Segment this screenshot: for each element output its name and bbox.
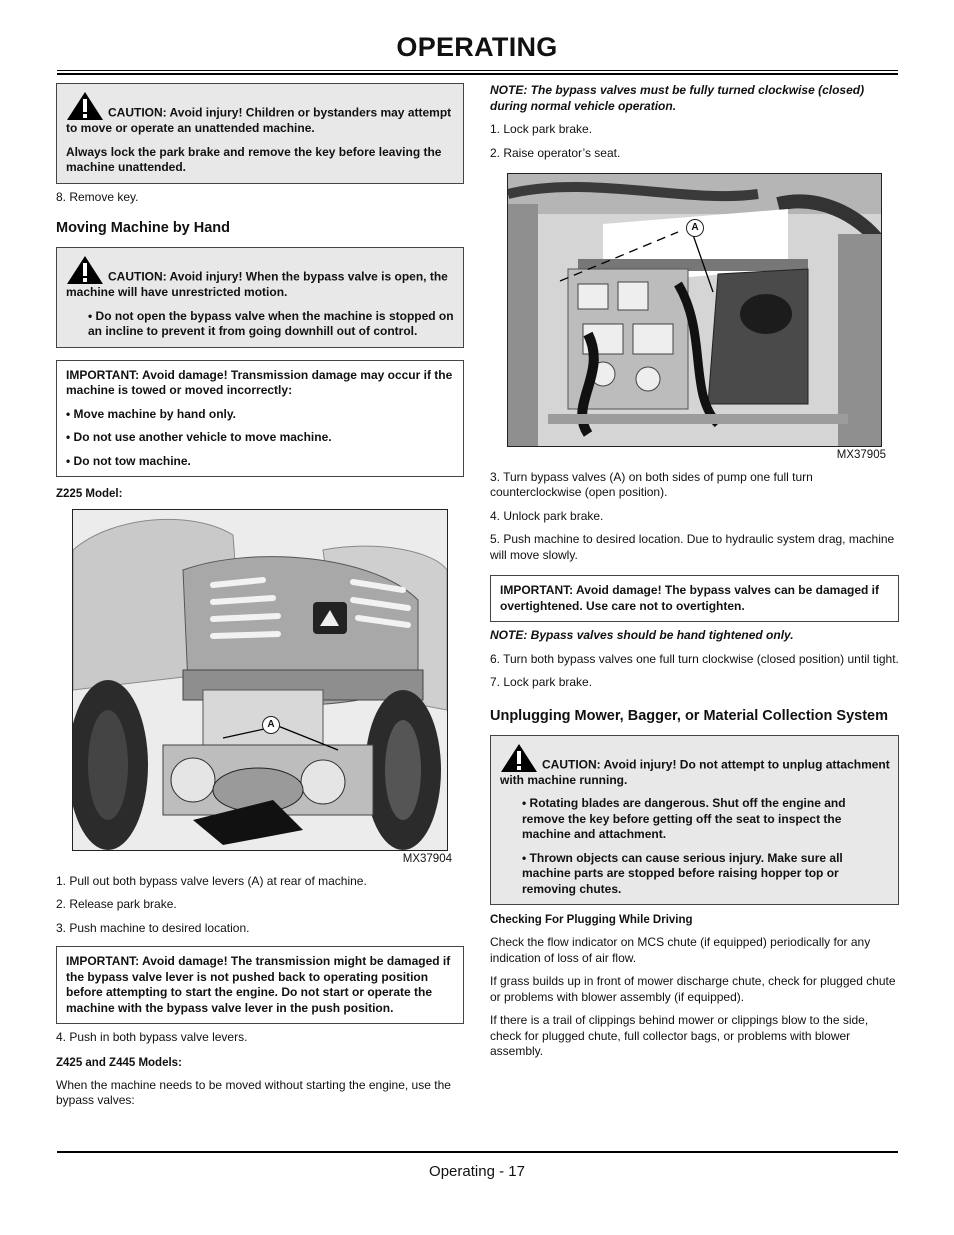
body-text: When the machine needs to be moved without starting the engine, use the bypass valves: bbox=[56, 1077, 451, 1107]
right-column bbox=[490, 83, 899, 1068]
figure-caption: MX37905 bbox=[836, 449, 886, 461]
step-text: 2. Raise operator’s seat. bbox=[490, 145, 621, 160]
warning-triangle-icon bbox=[66, 255, 104, 285]
important-box-bypass-lever bbox=[56, 946, 464, 1024]
note-text: NOTE: The bypass valves must be fully turned clockwise (closed) during normal vehicle operation. bbox=[490, 83, 865, 113]
left-column bbox=[56, 83, 464, 1109]
figure-z225-bypass-levers bbox=[72, 509, 448, 851]
caution-bullet: • Rotating blades are dangerous. Shut off the engine and remove the key before getting off the seat to inspect the machine and attachment. bbox=[522, 796, 846, 841]
caution-bullet: • Thrown objects can cause serious injury. Make sure all machine parts are stopped before raising hopper top or removing chutes. bbox=[522, 850, 843, 896]
body-text: If there is a trail of clippings behind mower or clippings blow to the side, check for plugged chute, full collector bags, or problems with blower assembly. bbox=[490, 1013, 869, 1058]
step-text: 4. Push in both bypass valve levers. bbox=[56, 1030, 248, 1044]
important-bullet: • Move machine by hand only. bbox=[66, 406, 237, 421]
step-text: 3. Push machine to desired location. bbox=[56, 920, 250, 935]
step-text: 7. Lock park brake. bbox=[490, 675, 593, 689]
important-box-overtighten bbox=[490, 575, 899, 622]
figure-caption: MX37904 bbox=[402, 853, 452, 865]
caution-text: CAUTION: Avoid injury! When the bypass valve is open, the machine will have unrestricted motion. bbox=[66, 269, 448, 299]
z225-machine-illustration bbox=[73, 510, 447, 850]
header-rule bbox=[57, 70, 898, 71]
important-bullet: • Do not tow machine. bbox=[66, 453, 191, 468]
section-heading: Unplugging Mower, Bagger, or Material Collection System bbox=[490, 707, 889, 724]
body-text: If grass builds up in front of mower discharge chute, check for plugged chute or problems with blower assembly (if equipped). bbox=[490, 974, 896, 1004]
important-text: IMPORTANT: Avoid damage! Transmission damage may occur if the machine is towed or moved incorrectly: bbox=[66, 367, 453, 397]
caution-text: CAUTION: Avoid injury! Do not attempt to unplug attachment with machine running. bbox=[500, 757, 890, 787]
step-text: 3. Turn bypass valves (A) on both sides of pump one full turn counterclockwise (open position). bbox=[490, 469, 813, 499]
step-text: 4. Unlock park brake. bbox=[490, 508, 604, 523]
step-text: 2. Release park brake. bbox=[56, 897, 177, 911]
warning-triangle-icon bbox=[500, 743, 538, 773]
caution-text: Always lock the park brake and remove the key before leaving the machine unattended. bbox=[66, 144, 442, 174]
section-heading: Moving Machine by Hand bbox=[56, 220, 231, 236]
step-text: 1. Lock park brake. bbox=[490, 122, 593, 136]
model-heading: Z425 and Z445 Models: bbox=[56, 1056, 182, 1069]
caution-bullet: • Do not open the bypass valve when the machine is stopped on an incline to prevent it from going downhill out of control. bbox=[88, 308, 454, 338]
model-heading: Z225 Model: bbox=[56, 488, 123, 500]
caution-box-bypass bbox=[56, 247, 464, 348]
step-text: 8. Remove key. bbox=[56, 189, 139, 204]
header-rule-thick bbox=[57, 73, 898, 75]
subsection-heading: Checking For Plugging While Driving bbox=[490, 914, 693, 926]
page-title: OPERATING bbox=[396, 32, 558, 62]
important-bullet: • Do not use another vehicle to move machine. bbox=[66, 430, 332, 444]
caution-text: CAUTION: Avoid injury! Children or bystanders may attempt to move or operate an unattended machine. bbox=[66, 105, 452, 135]
page-number: Operating - 17 bbox=[429, 1163, 525, 1180]
figure-bypass-valves bbox=[507, 173, 882, 447]
important-box-towing bbox=[56, 360, 464, 478]
callout-label-a: A bbox=[262, 716, 280, 734]
important-text: IMPORTANT: Avoid damage! The bypass valves can be damaged if overtightened. Use care not to overtighten. bbox=[500, 583, 879, 613]
step-text: 1. Pull out both bypass valve levers (A) at rear of machine. bbox=[56, 873, 367, 888]
caution-box-unplug bbox=[490, 735, 899, 906]
pump-bypass-valve-illustration bbox=[508, 174, 881, 446]
footer-rule bbox=[57, 1151, 898, 1153]
body-text: Check the flow indicator on MCS chute (if equipped) periodically for any indication of loss of air flow. bbox=[490, 935, 871, 965]
step-text: 6. Turn both bypass valves one full turn clockwise (closed position) until tight. bbox=[490, 651, 899, 666]
step-text: 5. Push machine to desired location. Due to hydraulic system drag, machine will move slowly. bbox=[490, 532, 895, 562]
callout-label-a: A bbox=[686, 219, 704, 237]
caution-box-unattended bbox=[56, 83, 464, 184]
warning-triangle-icon bbox=[66, 91, 104, 121]
important-text: IMPORTANT: Avoid damage! The transmission might be damaged if the bypass valve lever is not pushed back to operating position before attempting to start the engine. Do not start or operate the machine with the bypass valve lever in the push position. bbox=[66, 954, 451, 1015]
note-text: NOTE: Bypass valves should be hand tightened only. bbox=[490, 628, 794, 642]
